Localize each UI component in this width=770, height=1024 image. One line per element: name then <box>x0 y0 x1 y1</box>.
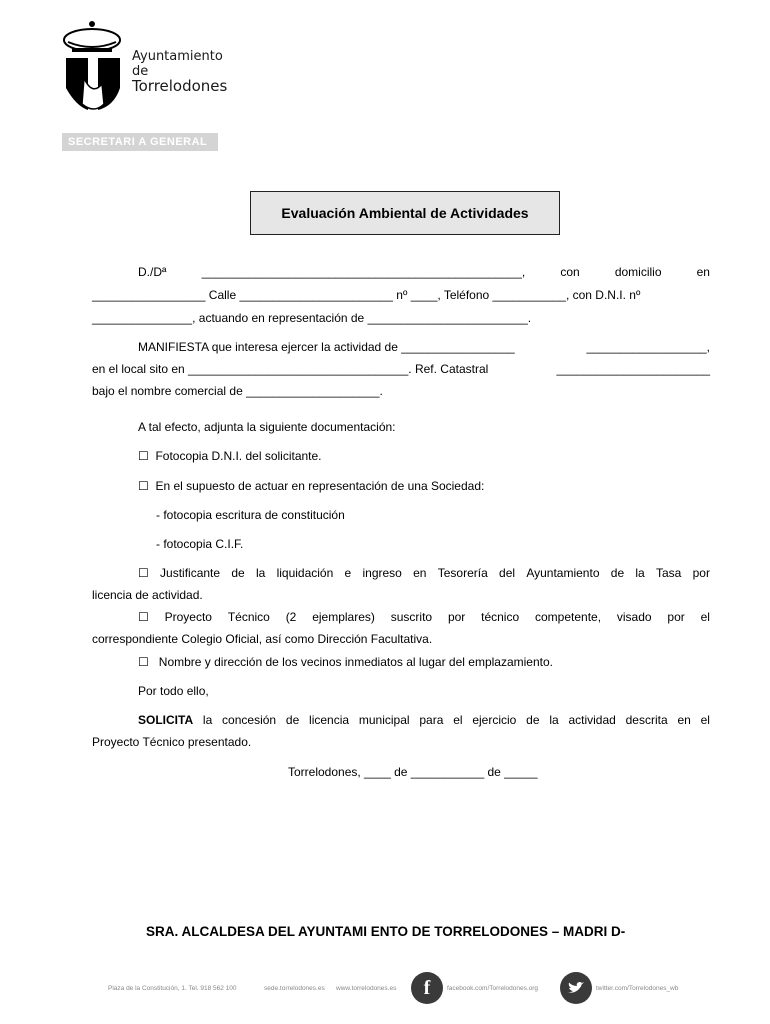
form-line-1: D./Dª ________________________________________________, con domicilio en <box>138 265 710 279</box>
checkbox-item-3[interactable]: ☐ Justificante de la liquidación e ingreso en Tesorería del Ayuntamiento de la Tasa por <box>138 566 710 580</box>
checkbox-icon[interactable]: ☐ <box>138 479 149 493</box>
checkbox-item-2[interactable]: ☐ En el supuesto de actuar en representación de una Sociedad: <box>138 479 485 493</box>
checkbox-icon[interactable]: ☐ <box>138 610 149 624</box>
bird-icon <box>567 981 585 995</box>
logo <box>58 18 128 128</box>
form-line-3: _______________, actuando en representación de ________________________. <box>92 311 532 325</box>
checkbox-item-4-cont: correspondiente Colegio Oficial, así como Dirección Facultativa. <box>92 632 433 646</box>
solicita-cont: Proyecto Técnico presentado. <box>92 735 252 749</box>
footer-sede[interactable]: sede.torrelodones.es <box>264 985 325 992</box>
page-title: Evaluación Ambiental de Actividades <box>250 191 560 235</box>
checkbox-icon[interactable]: ☐ <box>138 566 149 580</box>
checkbox-icon[interactable]: ☐ <box>138 655 149 669</box>
department-banner: SECRETARI A GENERAL <box>62 133 218 151</box>
documentation-intro: A tal efecto, adjunta la siguiente documentación: <box>138 420 396 434</box>
form-line-4: MANIFIESTA que interesa ejercer la actividad de _________________ __________________, <box>138 340 710 354</box>
footer-address: Plaza de la Constitución, 1. Tel. 918 562 100 <box>108 985 237 992</box>
facebook-icon[interactable]: f <box>411 972 443 1004</box>
checkbox-item-5[interactable]: ☐ Nombre y dirección de los vecinos inmediatos al lugar del emplazamiento. <box>138 655 553 669</box>
form-line-2: _________________ Calle _______________________ nº ____, Teléfono ___________, con D.N.I. nº <box>92 288 641 302</box>
coat-of-arms-icon <box>58 18 128 128</box>
twitter-icon[interactable] <box>560 972 592 1004</box>
por-todo-ello: Por todo ello, <box>138 684 209 698</box>
logo-line-1: Ayuntamiento <box>132 49 223 64</box>
checkbox-item-1[interactable]: ☐ Fotocopia D.N.I. del solicitante. <box>138 449 322 463</box>
footer-twitter[interactable]: twitter.com/Torrelodones_wb <box>596 985 679 992</box>
solicita-line: SOLICITA la concesión de licencia municipal para el ejercicio de la actividad descrita en el <box>138 713 710 727</box>
sub-item-1: - fotocopia escritura de constitución <box>156 508 345 522</box>
logo-line-3: Torrelodones <box>132 77 228 95</box>
checkbox-item-4[interactable]: ☐ Proyecto Técnico (2 ejemplares) suscrito por técnico competente, visado por el <box>138 610 710 624</box>
logo-text <box>132 49 227 94</box>
name-label: D./Dª <box>138 265 167 279</box>
form-line-5: en el local sito en _________________________________. Ref. Catastral _______________________ <box>92 362 710 376</box>
footer-web[interactable]: www.torrelodones.es <box>336 985 397 992</box>
name-field[interactable]: ________________________________________________, <box>201 265 526 279</box>
footer-facebook[interactable]: facebook.com/Torrelodones.org <box>447 985 539 992</box>
logo-line-2: de <box>132 64 149 79</box>
form-line-6: bajo el nombre comercial de ____________________. <box>92 384 383 398</box>
addressee: SRA. ALCALDESA DEL AYUNTAMI ENTO DE TORRELODONES – MADRI D- <box>146 924 626 939</box>
checkbox-icon[interactable]: ☐ <box>138 449 149 463</box>
sub-item-2: - fotocopia C.I.F. <box>156 537 244 551</box>
date-line: Torrelodones, ____ de ___________ de _____ <box>288 765 538 779</box>
checkbox-item-3-cont: licencia de actividad. <box>92 588 203 602</box>
